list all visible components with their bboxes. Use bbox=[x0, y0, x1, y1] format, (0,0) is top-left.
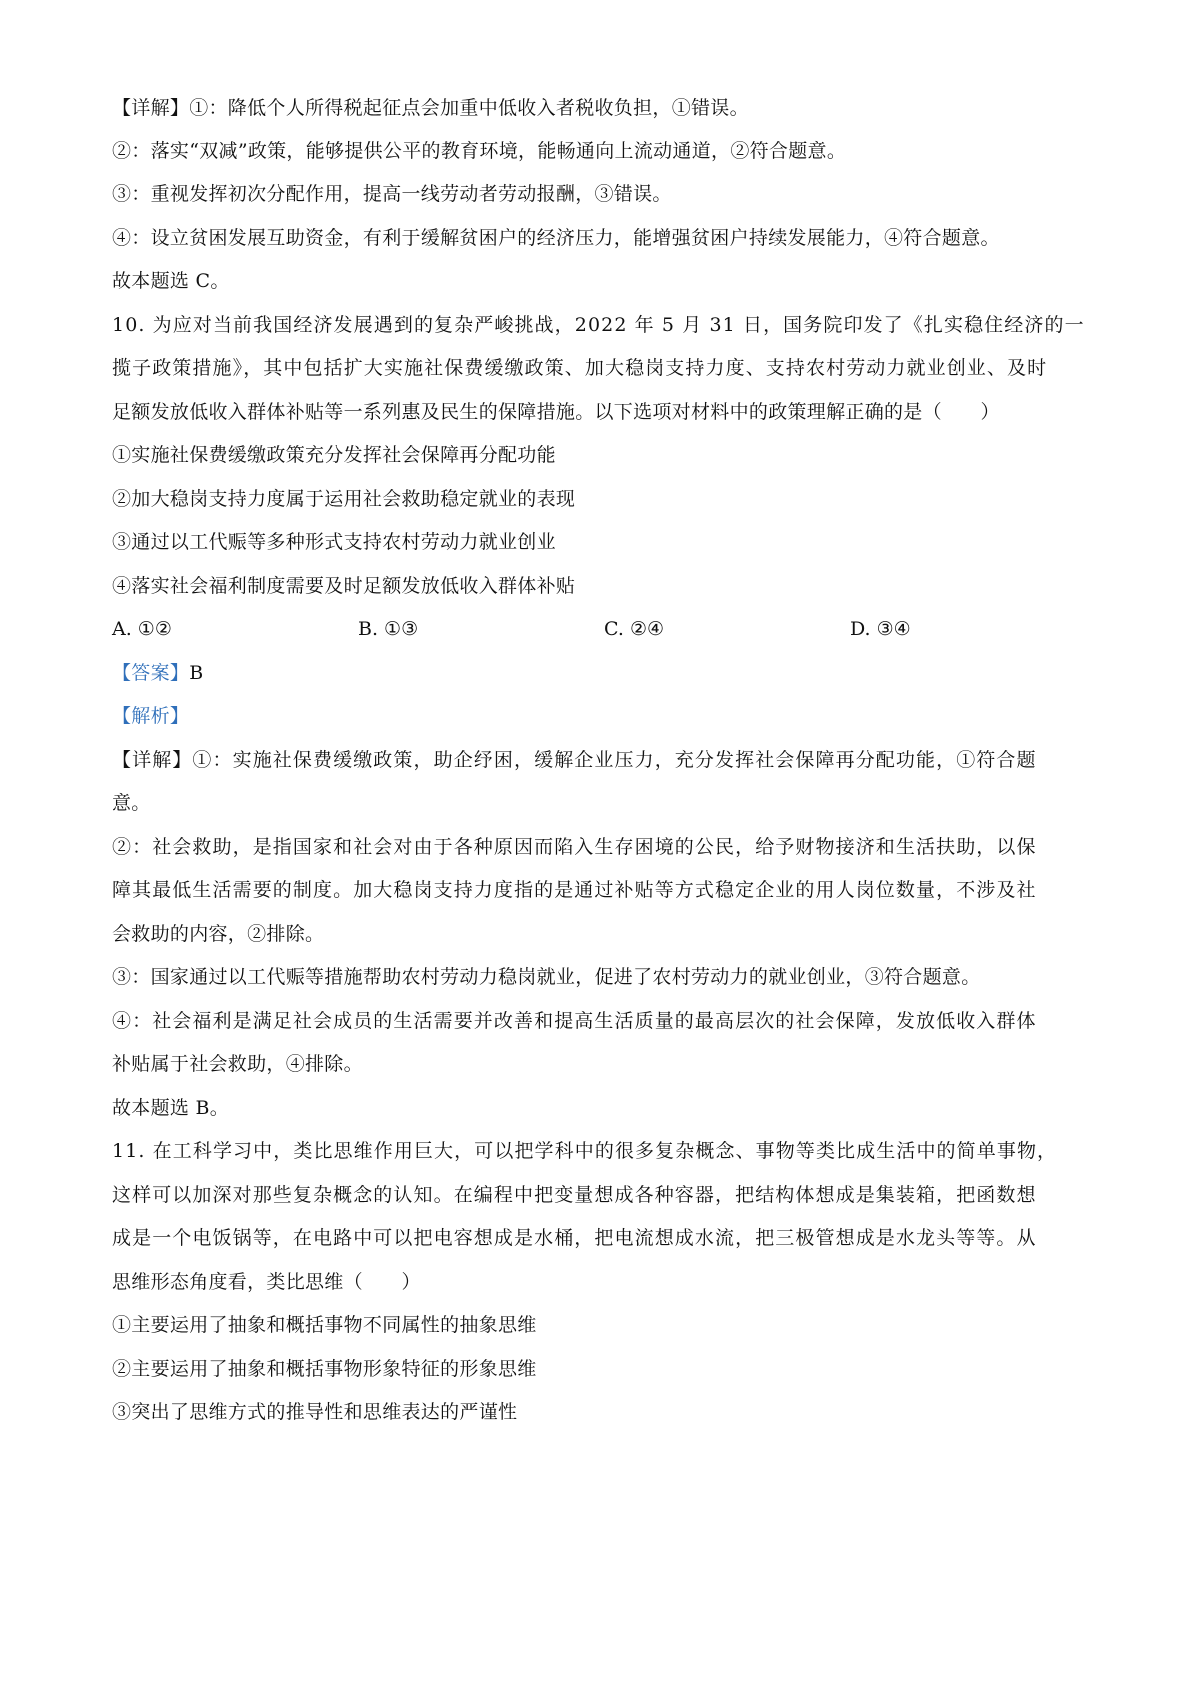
q10-analysis-tag: 【解析】 bbox=[112, 705, 190, 727]
q9-detail-line-3: ③：重视发挥初次分配作用，提高一线劳动者劳动报酬，③错误。 bbox=[112, 183, 672, 205]
q10-detail-tag: 【详解】 bbox=[112, 749, 193, 771]
q10-answer-line bbox=[112, 661, 203, 685]
q9-detail-line-4: ④：设立贫困发展互助资金，有利于缓解贫困户的经济压力，能增强贫困户持续发展能力，④符合题意。 bbox=[112, 227, 1000, 249]
q10-detail-line-3: ②：社会救助，是指国家和社会对由于各种原因而陷入生存困境的公民，给予财物接济和生活扶助，以保 bbox=[112, 836, 1037, 858]
q10-item-2: ②加大稳岗支持力度属于运用社会救助稳定就业的表现 bbox=[112, 488, 576, 510]
q10-item-3: ③通过以工代赈等多种形式支持农村劳动力就业创业 bbox=[112, 531, 556, 553]
q10-detail-line-4: 障其最低生活需要的制度。加大稳岗支持力度指的是通过补贴等方式稳定企业的用人岗位数量，不涉及社 bbox=[112, 879, 1037, 901]
q10-detail-line-2: 意。 bbox=[112, 792, 151, 814]
q11-stem-line-3: 成是一个电饭锅等，在电路中可以把电容想成是水桶，把电流想成水流，把三极管想成是水龙头等等。从 bbox=[112, 1227, 1037, 1249]
q10-option-c: C. ②④ bbox=[604, 618, 665, 640]
q10-option-a: A. ①② bbox=[112, 618, 172, 640]
q10-detail-line-1 bbox=[112, 748, 1037, 772]
q10-stem-line-3: 足额发放低收入群体补贴等一系列惠及民生的保障措施。以下选项对材料中的政策理解正确的是（ ） bbox=[112, 401, 1000, 423]
q11-stem-line-4: 思维形态角度看，类比思维（ ） bbox=[112, 1271, 421, 1293]
q10-detail-line-5: 会救助的内容，②排除。 bbox=[112, 923, 325, 945]
q9-detail-1-text: ①：降低个人所得税起征点会加重中低收入者税收负担，①错误。 bbox=[189, 97, 749, 119]
q11-item-1: ①主要运用了抽象和概括事物不同属性的抽象思维 bbox=[112, 1314, 537, 1336]
q9-conclusion: 故本题选 C。 bbox=[112, 270, 230, 292]
q11-stem-line-1: 11. 在工科学习中，类比思维作用巨大，可以把学科中的很多复杂概念、事物等类比成生活中的简单事物， bbox=[112, 1140, 1058, 1162]
q10-detail-1a-text: ①：实施社保费缓缴政策，助企纾困，缓解企业压力，充分发挥社会保障再分配功能，①符合题 bbox=[192, 749, 1037, 771]
q9-detail-tag: 【详解】 bbox=[112, 97, 190, 119]
q10-stem-line-2: 揽子政策措施》，其中包括扩大实施社保费缓缴政策、加大稳岗支持力度、支持农村劳动力就业创业、及时 bbox=[112, 357, 1048, 379]
q9-detail-line-2: ②：落实“双减”政策，能够提供公平的教育环境，能畅通向上流动通道，②符合题意。 bbox=[112, 140, 847, 162]
q11-stem-line-2: 这样可以加深对那些复杂概念的认知。在编程中把变量想成各种容器，把结构体想成是集装箱，把函数想 bbox=[112, 1184, 1037, 1206]
q10-stem-line-1: 10. 为应对当前我国经济发展遇到的复杂严峻挑战，2022 年 5 月 31 日，国务院印发了《扎实稳住经济的一 bbox=[112, 314, 1085, 336]
q11-item-2: ②主要运用了抽象和概括事物形象特征的形象思维 bbox=[112, 1358, 537, 1380]
q10-detail-line-7: ④：社会福利是满足社会成员的生活需要并改善和提高生活质量的最高层次的社会保障，发放低收入群体 bbox=[112, 1010, 1037, 1032]
q10-answer-tag: 【答案】 bbox=[112, 662, 190, 684]
q10-option-d: D. ③④ bbox=[850, 618, 911, 640]
q10-option-b: B. ①③ bbox=[358, 618, 419, 640]
q10-item-1: ①实施社保费缓缴政策充分发挥社会保障再分配功能 bbox=[112, 444, 556, 466]
q9-detail-line-1 bbox=[112, 96, 749, 120]
q10-answer-value: B bbox=[189, 662, 204, 684]
q10-conclusion: 故本题选 B。 bbox=[112, 1097, 230, 1119]
q11-item-3: ③突出了思维方式的推导性和思维表达的严谨性 bbox=[112, 1401, 518, 1423]
q10-detail-line-8: 补贴属于社会救助，④排除。 bbox=[112, 1053, 363, 1075]
q10-item-4: ④落实社会福利制度需要及时足额发放低收入群体补贴 bbox=[112, 575, 576, 597]
q10-detail-line-6: ③：国家通过以工代赈等措施帮助农村劳动力稳岗就业，促进了农村劳动力的就业创业，③符合题意。 bbox=[112, 966, 981, 988]
